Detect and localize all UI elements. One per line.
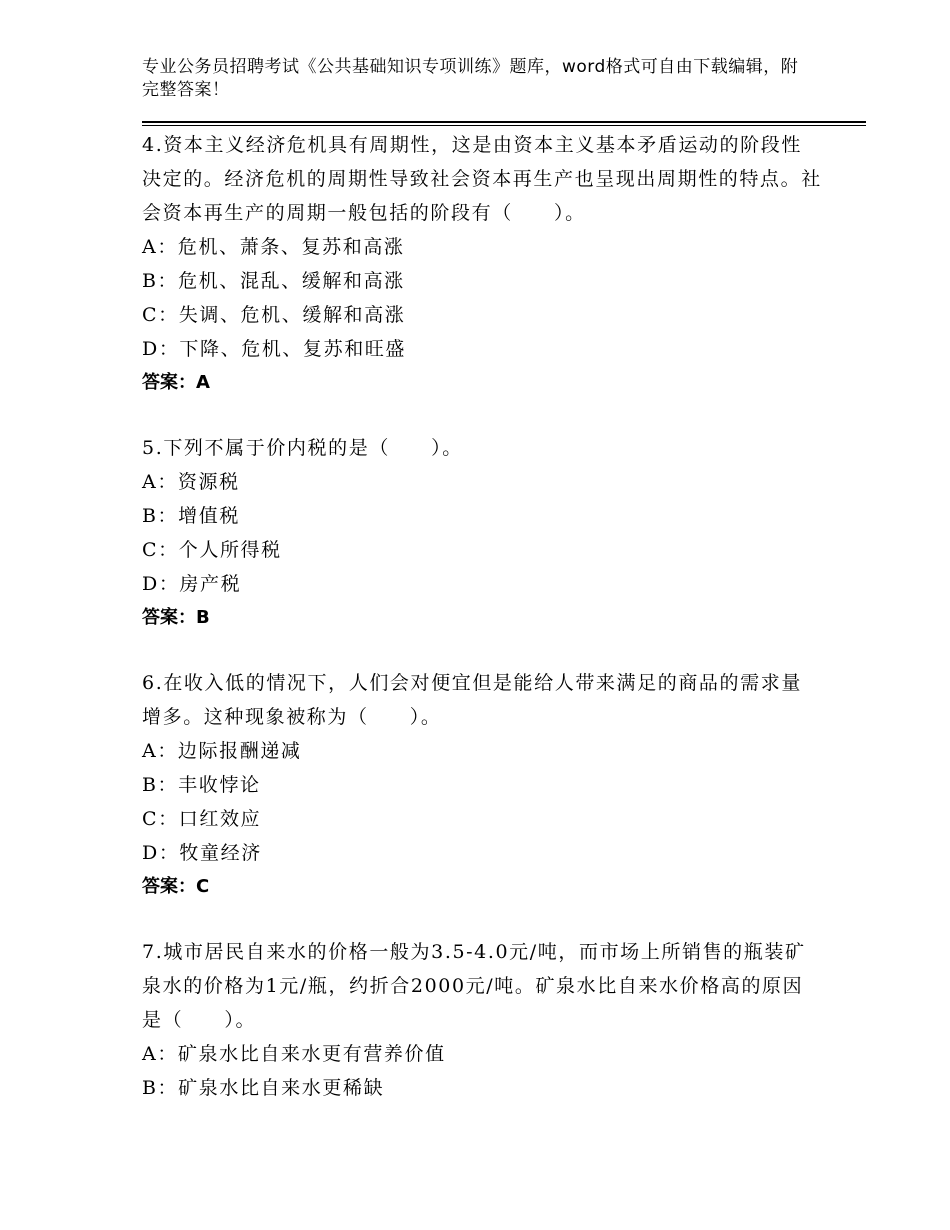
- option-c: C：个人所得税: [142, 539, 282, 561]
- question-7: [142, 935, 822, 1105]
- answer-line: 答案：C: [142, 876, 210, 897]
- option-d: D：下降、危机、复苏和旺盛: [142, 338, 407, 360]
- header-rule-thin: [142, 125, 866, 126]
- answer-line: 答案：A: [142, 372, 210, 393]
- option-b: B：丰收悖论: [142, 774, 261, 796]
- question-4: [142, 128, 822, 400]
- question-stem: 5.下列不属于价内税的是（ ）。: [142, 437, 463, 459]
- option-d: D：房产税: [142, 573, 242, 595]
- page-header: 专业公务员招聘考试《公共基础知识专项训练》题库，word格式可自由下载编辑，附完整答案！: [142, 57, 799, 100]
- header-rule-thick: [142, 121, 866, 123]
- question-6: [142, 666, 822, 904]
- option-d: D：牧童经济: [142, 842, 262, 864]
- answer-line: 答案：B: [142, 607, 210, 628]
- question-stem: 4.资本主义经济危机具有周期性，这是由资本主义基本矛盾运动的阶段性决定的。经济危机的周期性导致社会资本再生产也呈现出周期性的特点。社会资本再生产的周期一般包括的阶段有（ ）。: [142, 134, 822, 224]
- option-b: B：危机、混乱、缓解和高涨: [142, 270, 405, 292]
- question-stem: 6.在收入低的情况下，人们会对便宜但是能给人带来满足的商品的需求量增多。这种现象被称为（ ）。: [142, 672, 802, 728]
- option-b: B：增值税: [142, 505, 240, 527]
- option-a: A：边际报酬递减: [142, 740, 302, 762]
- option-a: A：资源税: [142, 471, 240, 493]
- option-a: A：矿泉水比自来水更有营养价值: [142, 1043, 446, 1065]
- question-list: [142, 128, 822, 1113]
- question-5: [142, 431, 822, 635]
- question-stem: 7.城市居民自来水的价格一般为3.5-4.0元/吨，而市场上所销售的瓶装矿泉水的价格为1元/瓶，约折合2000元/吨。矿泉水比自来水价格高的原因是（ ）。: [142, 941, 806, 1031]
- option-b: B：矿泉水比自来水更稀缺: [142, 1077, 385, 1099]
- option-c: C：失调、危机、缓解和高涨: [142, 304, 406, 326]
- option-a: A：危机、萧条、复苏和高涨: [142, 236, 405, 258]
- option-c: C：口红效应: [142, 808, 262, 830]
